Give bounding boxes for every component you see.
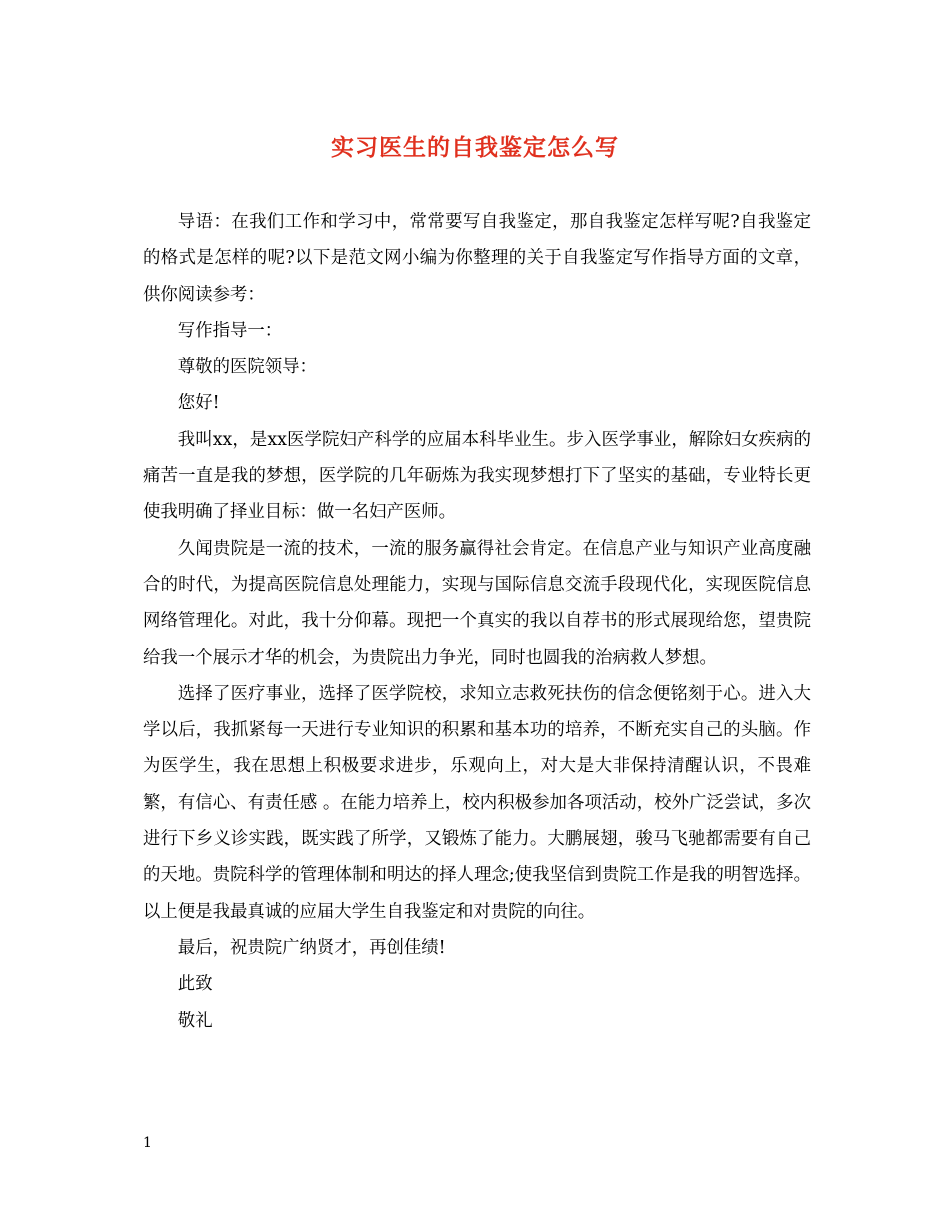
document-body xyxy=(143,204,811,1039)
paragraph-guide-heading: 写作指导一： xyxy=(177,320,283,341)
paragraph-hospital-praise: 久闻贵院是一流的技术，一流的服务赢得社会肯定。在信息产业与知识产业高度融合的时代，为提高医院信息处理能力，实现与国际信息交流手段现代化，实现医院信息网络管理化。对此，我十分仰幕。现把一个真实的我以自荐书的形式展现给您，望贵院给我一个展示才华的机会，为贵院出力争光，同时也圆我的治病救人梦想。 xyxy=(143,538,811,668)
paragraph-salutation: 尊敬的医院领导： xyxy=(177,357,317,378)
paragraph-jingli: 敬礼 xyxy=(177,1010,213,1031)
paragraph-career-choice: 选择了医疗事业，选择了医学院校，求知立志救死扶伤的信念便铭刻于心。进入大学以后，我抓紧每一天进行专业知识的积累和基本功的培养，不断充实自己的头脑。作为医学生，我在思想上积极要求进步，乐观向上，对大是大非保持清醒认识，不畏难繁，有信心、有责任感 。在能力培养上，校内积极参加各项活动，校外广泛尝试，多次进行下乡义诊实践，既实践了所学，又锻炼了能力。大鹏展翅，骏马飞驰都需要有自己的天地。贵院科学的管理体制和明达的择人理念;使我坚信到贵院工作是我的明智选择。 以上便是我最真诚的应届大学生自我鉴定和对贵院的向往。 xyxy=(143,683,811,922)
paragraph-introduction-self: 我叫xx，是xx医学院妇产科学的应届本科毕业生。步入医学事业，解除妇女疾病的痛苦一直是我的梦想，医学院的几年砺炼为我实现梦想打下了坚实的基础，专业特长更使我明确了择业目标：做一名妇产医师。 xyxy=(143,429,811,523)
document-title: 实习医生的自我鉴定怎么写 xyxy=(331,134,619,161)
paragraph-intro: 导语：在我们工作和学习中，常常要写自我鉴定，那自我鉴定怎样写呢?自我鉴定的格式是怎样的呢?以下是范文网小编为你整理的关于自我鉴定写作指导方面的文章，供你阅读参考： xyxy=(143,212,811,305)
paragraph-cizhi: 此致 xyxy=(177,974,213,995)
paragraph-closing-wish: 最后，祝贵院广纳贤才，再创佳绩! xyxy=(177,937,446,958)
page-number: 1 xyxy=(143,1135,152,1151)
paragraph-greeting: 您好! xyxy=(177,393,220,414)
